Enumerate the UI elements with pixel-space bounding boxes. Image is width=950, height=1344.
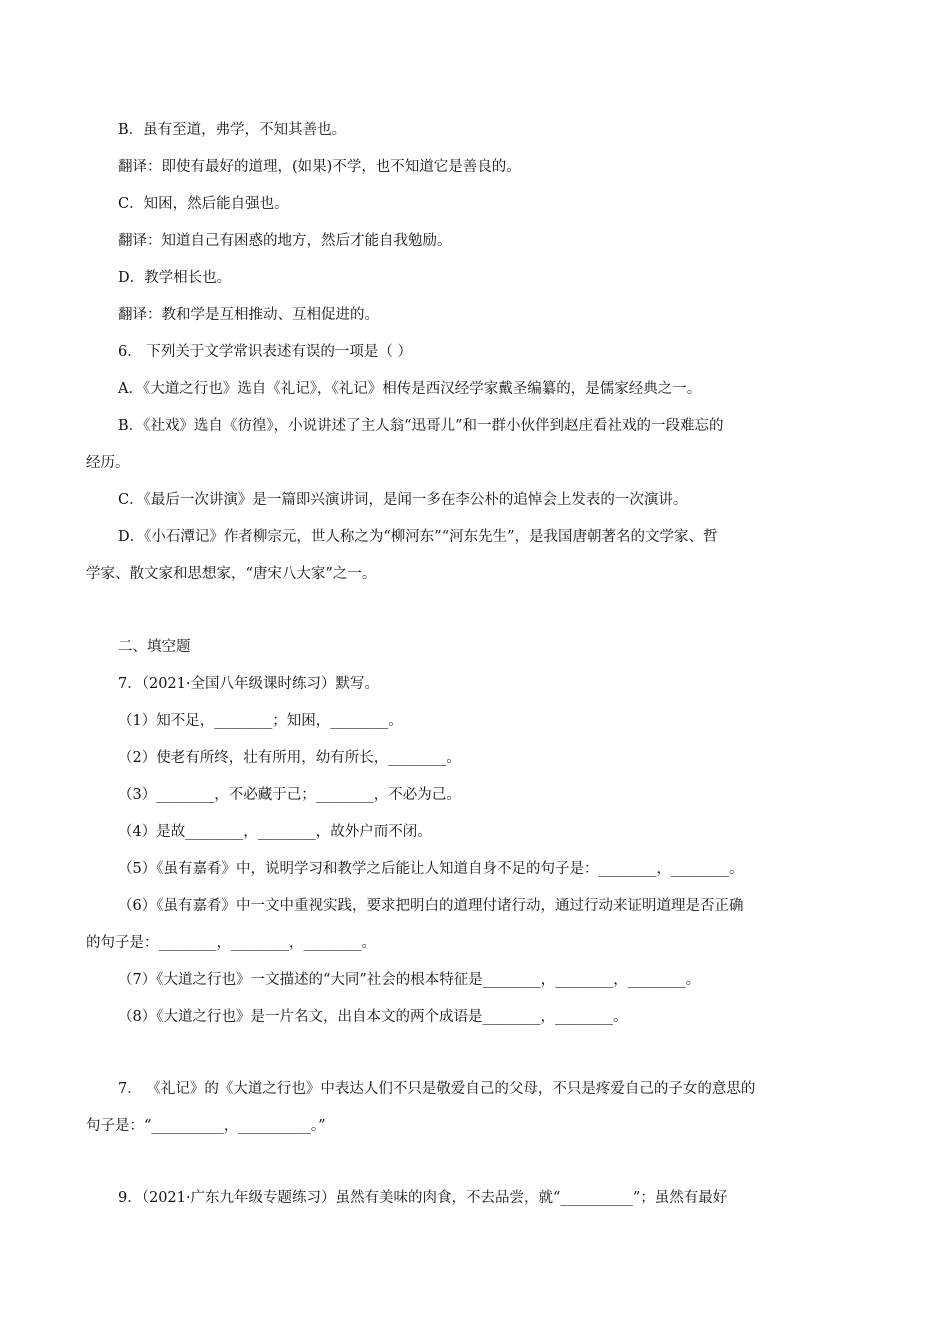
question-6-option-d-line-2: 学家、散文家和思想家，“唐宋八大家”之一。 (86, 566, 377, 582)
option-d-text: D．教学相长也。 (118, 270, 232, 286)
option-b-translation: 翻译：即使有最好的道理，(如果)不学，也不知道它是善良的。 (118, 159, 521, 175)
question-7-part-6-line-2: 的句子是：________，________，________。 (86, 935, 376, 951)
option-c-translation: 翻译：知道自己有困惑的地方，然后才能自我勉励。 (118, 233, 452, 249)
option-d-translation: 翻译：教和学是互相推动、互相促进的。 (118, 307, 379, 323)
question-6-option-b-line-2: 经历。 (86, 455, 130, 471)
question-7-part-5: （5）《虽有嘉肴》中，说明学习和教学之后能让人知道自身不足的句子是：________，________。 (118, 861, 744, 877)
question-6-stem: 6． 下列关于文学常识表述有误的一项是（ ） (118, 344, 412, 360)
question-7-part-8: （8）《大道之行也》是一片名文，出自本文的两个成语是________，________。 (118, 1009, 628, 1025)
question-7-stem: 7．（2021·全国八年级课时练习）默写。 (118, 676, 379, 692)
question-6-option-c: C．《最后一次讲演》是一篇即兴演讲词，是闻一多在李公朴的追悼会上发表的一次演讲。 (118, 492, 688, 508)
question-6-option-b-line-1: B．《社戏》选自《彷徨》，小说讲述了主人翁“迅哥儿”和一群小伙伴到赵庄看社戏的一段难忘的 (118, 418, 724, 434)
question-8-stem-line-2: 句子是：“__________，__________。” (86, 1118, 326, 1134)
option-c-text: C．知困，然后能自强也。 (118, 196, 289, 212)
question-7-part-3: （3）________，不必藏于己；________，不必为己。 (118, 787, 461, 803)
question-8-stem-line-1: 7． 《礼记》的《大道之行也》中表达人们不只是敬爱自己的父母，不只是疼爱自己的子女的意思的 (118, 1081, 756, 1097)
question-7-part-2: （2）使老有所终，壮有所用，幼有所长，________。 (118, 750, 461, 766)
question-7-part-4: （4）是故________，________，故外户而不闭。 (118, 824, 432, 840)
section-title-fill-blank: 二、填空题 (118, 639, 191, 655)
question-7-part-7: （7）《大道之行也》一文描述的“大同”社会的根本特征是________，________，________。 (118, 972, 701, 988)
option-b-text: B．虽有至道，弗学，不知其善也。 (118, 122, 347, 138)
question-7-part-1: （1）知不足，________；知困，________。 (118, 713, 403, 729)
question-7-part-6-line-1: （6）《虽有嘉肴》中一文中重视实践，要求把明白的道理付诸行动，通过行动来证明道理是否正确 (118, 898, 744, 914)
question-9-stem: 9．（2021·广东九年级专题练习）虽然有美味的肉食，不去品尝，就“__________”；虽然有最好 (118, 1190, 728, 1206)
question-6-option-d-line-1: D．《小石潭记》作者柳宗元，世人称之为“柳河东”“河东先生”，是我国唐朝著名的文学家、哲 (118, 529, 718, 545)
question-6-option-a: A．《大道之行也》选自《礼记》，《礼记》相传是西汉经学家戴圣编纂的，是儒家经典之一。 (118, 381, 702, 397)
